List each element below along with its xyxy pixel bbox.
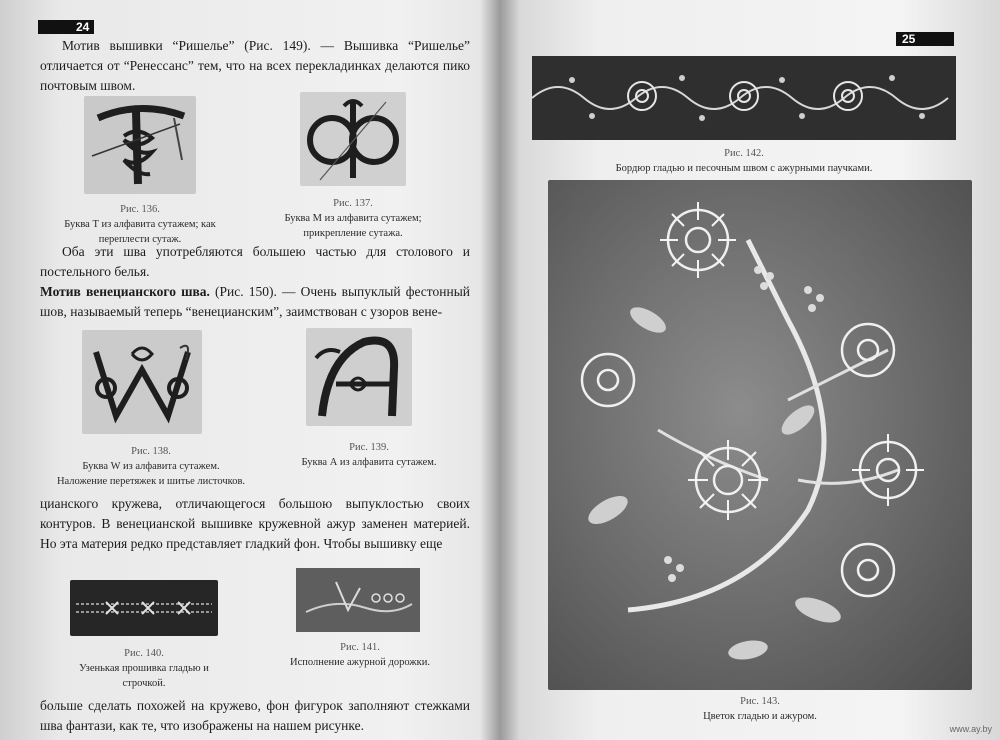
figure-136-number: Рис. 136. — [120, 204, 160, 215]
paragraph-venetian — [40, 282, 470, 322]
figure-137-number: Рис. 137. — [333, 198, 373, 209]
figure-140-number: Рис. 140. — [124, 648, 164, 659]
figure-141-caption — [280, 640, 440, 670]
figure-143-text: Цветок гладью и ажуром. — [703, 711, 817, 722]
figure-141-text: Исполнение ажурной дорожки. — [290, 657, 430, 668]
left-page-number: 24 — [38, 20, 94, 34]
paragraph-both-stitches: Оба эти шва употребляются большею частью для столового и постельного белья. — [40, 244, 470, 279]
figure-140-text: Узенькая прошивка гладью и строчкой. — [79, 663, 209, 689]
venetian-heading: Мотив венецианского шва. — [40, 284, 210, 299]
figure-138-caption — [56, 444, 246, 489]
figure-142-caption — [532, 146, 956, 176]
paragraph-final: больше сделать похожей на кружево, фон фигурок заполняют стежками шва фантази, как те, что изображены на нашем рисунке. — [40, 698, 470, 733]
figure-137-caption — [278, 196, 428, 241]
figure-140-image — [70, 580, 218, 636]
figure-140-caption — [70, 646, 218, 691]
figure-143-image — [548, 180, 972, 690]
paragraph-venetian-continued: цианского кружева, отличающегося большою выпуклостью своих контуров. В венецианской вышивке кружевной ажур заменен материей. Но эта материя редко представляет гладкий фон. Чтобы вышивку еще — [40, 496, 470, 551]
watermark: www.ay.by — [949, 724, 992, 734]
figure-142-image — [532, 56, 956, 140]
figure-141-number: Рис. 141. — [340, 642, 380, 653]
figure-138-image — [82, 330, 202, 434]
figure-138-text: Буква W из алфавита сутажем. Наложение перетяжек и шитье листочков. — [56, 461, 246, 487]
figure-139-image — [306, 328, 412, 426]
figure-141-image — [296, 568, 420, 632]
figure-139-number: Рис. 139. — [349, 442, 389, 453]
right-page — [510, 0, 1000, 740]
figure-143-caption — [640, 694, 880, 724]
figure-136-text: Буква Т из алфавита сутажем; как переплести сутаж. — [64, 219, 216, 245]
figure-143-number: Рис. 143. — [740, 696, 780, 707]
figure-142-number: Рис. 142. — [724, 148, 764, 159]
paragraph-richelieu: Мотив вышивки “Ришелье” (Рис. 149). — Вышивка “Ришелье” отличается от “Ренессанс” тем, что на всех перекладинках делаются пико почтовым швом. — [40, 38, 470, 93]
figure-139-text: Буква А из алфавита сутажем. — [301, 457, 437, 468]
left-page — [0, 0, 490, 740]
figure-142-text: Бордюр гладью и песочным швом с ажурными паучками. — [615, 163, 873, 174]
figure-136-caption — [60, 202, 220, 247]
figure-139-caption — [284, 440, 454, 470]
figure-137-text: Буква М из алфавита сутажем; прикрепление сутажа. — [284, 213, 422, 239]
figure-137-image — [300, 92, 406, 186]
figure-136-image — [84, 96, 196, 194]
right-page-number: 25 — [896, 32, 954, 46]
figure-138-number: Рис. 138. — [131, 446, 171, 457]
venetian-text: (Рис. 150). — Очень выпуклый фестонный шов, называемый теперь “венецианским”, заимствован с узоров вене- — [40, 284, 470, 319]
